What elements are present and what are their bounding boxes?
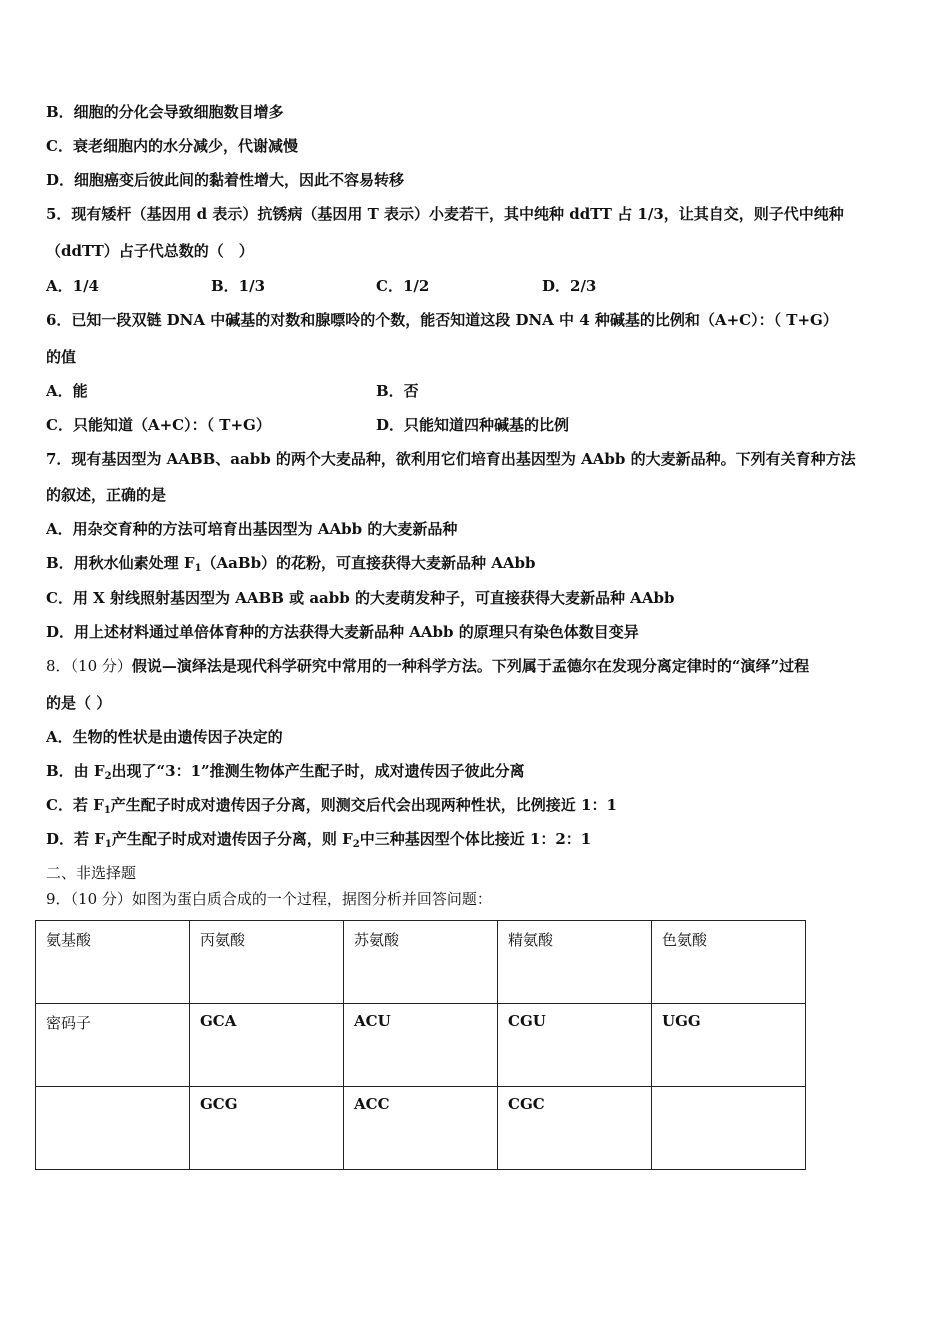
q6-option-b: B．否: [376, 382, 419, 400]
q8-option-c: [46, 795, 617, 821]
text: 产生配子时成对遗传因子分离，则测交后代会出现两种性状，比例接近 1：1: [110, 796, 617, 814]
subscript: 1: [103, 805, 111, 816]
text: C．若 F: [46, 796, 104, 814]
subscript: 2: [104, 771, 112, 782]
table-cell: CGC: [498, 1087, 652, 1170]
q6-option-d: D．只能知道四种碱基的比例: [376, 416, 570, 434]
q5-stem: 5．现有矮杆（基因用 d 表示）抗锈病（基因用 T 表示）小麦若干，其中纯种 ddTT 占 1/3，让其自交，则子代中纯种: [46, 205, 844, 223]
q6-option-c: C．只能知道（A+C）：（ T+G）: [46, 416, 271, 434]
table-cell: 丙氨酸: [190, 921, 344, 1004]
q6-stem: 6．已知一段双链 DNA 中碱基的对数和腺嘌呤的个数，能否知道这段 DNA 中 4 种碱基的比例和（A+C）：（ T+G）: [46, 311, 838, 329]
table-cell: UGG: [652, 1004, 806, 1087]
subscript: 1: [194, 563, 202, 574]
q7-stem: 7．现有基因型为 AABB、aabb 的两个大麦品种，欲利用它们培育出基因型为 AAbb 的大麦新品种。下列有关育种方法: [46, 450, 856, 468]
table-cell: [36, 1087, 190, 1170]
table-cell: 苏氨酸: [344, 921, 498, 1004]
q4-option-d: D．细胞癌变后彼此间的黏着性增大，因此不容易转移: [46, 171, 405, 189]
q5-option-d: D．2/3: [542, 277, 597, 295]
text: 中三种基因型个体比接近 1：2：1: [359, 830, 592, 848]
table-cell: CGU: [498, 1004, 652, 1087]
table-cell: 精氨酸: [498, 921, 652, 1004]
q8-option-d: [46, 829, 591, 855]
q6-option-a: A．能: [46, 382, 88, 400]
table-row: [36, 921, 806, 1004]
text: 出现了“3：1”推测生物体产生配子时，成对遗传因子彼此分离: [111, 762, 525, 780]
text: （AaBb）的花粉，可直接获得大麦新品种 AAbb: [201, 554, 536, 572]
table-cell: GCA: [190, 1004, 344, 1087]
q7-option-a: A．用杂交育种的方法可培育出基因型为 AAbb 的大麦新品种: [46, 520, 458, 538]
text: B．由 F: [46, 762, 105, 780]
q5-option-a: A．1/4: [46, 277, 99, 295]
text: 如图为蛋白质合成的一个过程，据图分析并回答问题：: [131, 890, 492, 908]
q4-option-c: C．衰老细胞内的水分减少，代谢减慢: [46, 137, 298, 155]
table-cell: 密码子: [36, 1004, 190, 1087]
q8-option-a: A．生物的性状是由遗传因子决定的: [46, 728, 283, 746]
q5-option-c: C．1/2: [376, 277, 430, 295]
table-cell: [652, 1087, 806, 1170]
q8-option-b: [46, 761, 525, 787]
q7-option-b: [46, 553, 536, 579]
q8-stem-cont: 的是（ ）: [46, 694, 112, 712]
q5-stem-cont: （ddTT）占子代总数的（ ）: [46, 242, 254, 260]
q9-stem: [46, 889, 492, 909]
q7-option-d: D．用上述材料通过单倍体育种的方法获得大麦新品种 AAbb 的原理只有染色体数目变异: [46, 623, 639, 641]
table-row: [36, 1087, 806, 1170]
subscript: 2: [352, 839, 360, 850]
table-row: [36, 1004, 806, 1087]
table-cell: ACU: [344, 1004, 498, 1087]
subscript: 1: [104, 839, 112, 850]
text: B．用秋水仙素处理 F: [46, 554, 195, 572]
question-number: 8．（10 分）: [46, 657, 132, 675]
q8-stem: [46, 656, 809, 676]
text: 假说—演绎法是现代科学研究中常用的一种科学方法。下列属于孟德尔在发现分离定律时的“演绎”过程: [131, 657, 810, 675]
q7-stem-cont: 的叙述，正确的是: [46, 486, 167, 504]
table-cell: 氨基酸: [36, 921, 190, 1004]
q6-stem-cont: 的值: [46, 348, 77, 366]
text: 产生配子时成对遗传因子分离，则 F: [111, 830, 353, 848]
q5-option-b: B．1/3: [211, 277, 266, 295]
q7-option-c: C．用 X 射线照射基因型为 AABB 或 aabb 的大麦萌发种子，可直接获得大麦新品种 AAbb: [46, 589, 675, 607]
table-cell: ACC: [344, 1087, 498, 1170]
text: D．若 F: [46, 830, 105, 848]
codon-table: [35, 920, 806, 1170]
section-heading: 二、非选择题: [46, 864, 137, 882]
q4-option-b: B．细胞的分化会导致细胞数目增多: [46, 103, 284, 121]
question-number: 9．（10 分）: [46, 890, 132, 908]
table-cell: GCG: [190, 1087, 344, 1170]
table-cell: 色氨酸: [652, 921, 806, 1004]
